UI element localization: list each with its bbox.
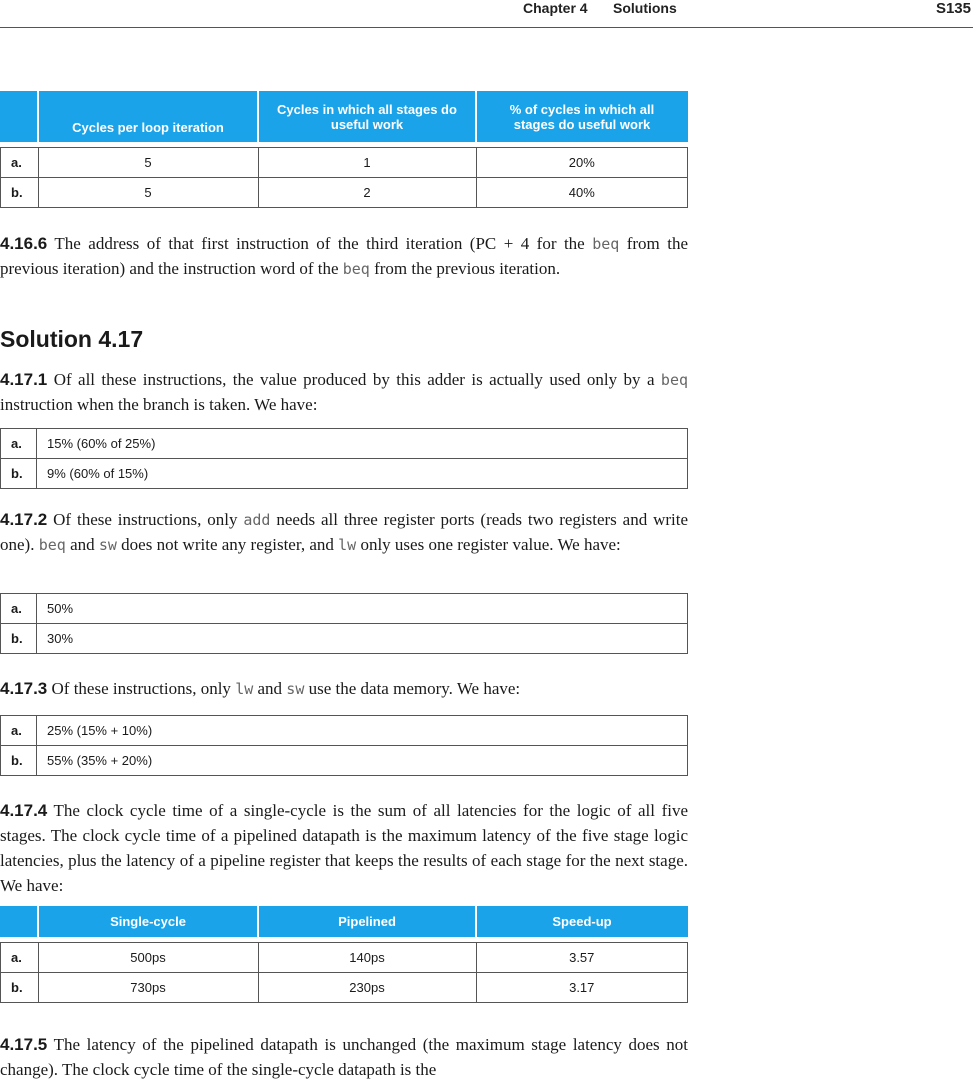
table-cell: 3.17 xyxy=(476,973,688,1003)
code: lw xyxy=(338,536,357,554)
table-cell: 15% (60% of 25%) xyxy=(37,429,688,459)
text: from the previous iteration) and the instruction word of the xyxy=(0,234,688,278)
solution-title: Solution 4.17 xyxy=(0,326,144,352)
table-cell: 9% (60% of 15%) xyxy=(37,459,688,489)
table-cell: 40% xyxy=(476,178,688,208)
table-cell: 500ps xyxy=(38,943,258,973)
row-label: a. xyxy=(1,716,37,746)
table-row xyxy=(1,716,688,746)
data-memory-table xyxy=(0,715,688,776)
row-label: a. xyxy=(1,429,37,459)
text: use the data memory. We have: xyxy=(308,679,521,698)
text: does not write any register, and xyxy=(121,535,334,554)
table-cell: 2 xyxy=(258,178,476,208)
table-header: Speed-up xyxy=(476,907,688,937)
table-header-blank xyxy=(1,92,39,142)
table-cell: 55% (35% + 20%) xyxy=(37,746,688,776)
table-cell: 230ps xyxy=(258,973,476,1003)
page-number: S135 xyxy=(935,0,971,17)
paragraph-4-16-6 xyxy=(0,231,688,281)
code: lw xyxy=(235,680,254,698)
code: beq xyxy=(592,235,620,253)
section-number: 4.17.3 xyxy=(0,679,48,698)
text: The address of that first instruction of the third iteration (PC + 4 for the xyxy=(54,234,585,253)
text: Of these instructions, only xyxy=(51,679,231,698)
section-label: Solutions xyxy=(613,0,677,16)
text: Of all these instructions, the value produced by this adder is actually used only by a xyxy=(53,370,655,389)
section-number: 4.16.6 xyxy=(0,234,48,253)
text: and xyxy=(257,679,283,698)
text: and xyxy=(70,535,95,554)
table-cell: 140ps xyxy=(258,943,476,973)
paragraph-4-17-1 xyxy=(0,367,688,417)
table-cell: 1 xyxy=(258,148,476,178)
table-row xyxy=(1,973,688,1003)
paragraph-4-17-4 xyxy=(0,798,688,898)
table-cell: 3.57 xyxy=(476,943,688,973)
row-label: b. xyxy=(1,624,37,654)
table-header: Cycles in which all stages do useful work xyxy=(258,92,476,142)
row-label: b. xyxy=(1,178,39,208)
table-cell: 30% xyxy=(37,624,688,654)
table-row xyxy=(1,178,688,208)
code: sw xyxy=(98,536,117,554)
table-row xyxy=(1,594,688,624)
table-header: Cycles per loop iteration xyxy=(38,92,258,142)
table-row xyxy=(1,459,688,489)
chapter-label: Chapter 4 xyxy=(523,0,588,16)
table-cell: 730ps xyxy=(38,973,258,1003)
code: sw xyxy=(286,680,305,698)
table-cell: 5 xyxy=(38,178,258,208)
paragraph-4-17-5 xyxy=(0,1032,688,1082)
table-row xyxy=(1,148,688,178)
table-header: Pipelined xyxy=(258,907,476,937)
table-row xyxy=(1,624,688,654)
table-header: % of cycles in which all stages do useful work xyxy=(476,92,688,142)
section-number: 4.17.2 xyxy=(0,510,48,529)
text: Of these instructions, only xyxy=(53,510,238,529)
row-label: b. xyxy=(1,459,37,489)
text: The clock cycle time of a single-cycle is the sum of all latencies for the logic of all five stages. The clock cycle time of a pipelined datapath is the maximum latency of the five stage logic latencies, plus the latency of a pipeline register that keeps the results of each stage for the next stage. We have: xyxy=(0,801,688,895)
table-cell: 5 xyxy=(38,148,258,178)
row-label: b. xyxy=(1,746,37,776)
page-header xyxy=(0,0,973,28)
adder-usage-table xyxy=(0,428,688,489)
row-label: b. xyxy=(1,973,39,1003)
code: beq xyxy=(38,536,66,554)
row-label: a. xyxy=(1,594,37,624)
text: only uses one register value. We have: xyxy=(360,535,621,554)
text: from the previous iteration. xyxy=(374,259,561,278)
table-header: Single-cycle xyxy=(38,907,258,937)
paragraph-4-17-2 xyxy=(0,507,688,557)
table-row xyxy=(1,746,688,776)
code: beq xyxy=(660,371,689,389)
table-row xyxy=(1,429,688,459)
table-row xyxy=(1,943,688,973)
text: The latency of the pipelined datapath is unchanged (the maximum stage latency does not change). The clock cycle time of the single-cycle datapath is the xyxy=(0,1035,688,1079)
table-cell: 50% xyxy=(37,594,688,624)
section-number: 4.17.5 xyxy=(0,1035,48,1054)
code: beq xyxy=(342,260,370,278)
section-number: 4.17.1 xyxy=(0,370,48,389)
speedup-table xyxy=(0,906,688,1003)
text: needs all three register ports (reads two registers and write one). xyxy=(0,510,689,554)
row-label: a. xyxy=(1,943,39,973)
table-cell: 25% (15% + 10%) xyxy=(37,716,688,746)
row-label: a. xyxy=(1,148,39,178)
code: add xyxy=(243,511,271,529)
text: instruction when the branch is taken. We have: xyxy=(0,395,318,414)
table-header-blank xyxy=(1,907,39,937)
section-number: 4.17.4 xyxy=(0,801,48,820)
paragraph-4-17-3 xyxy=(0,676,688,701)
register-ports-table xyxy=(0,593,688,654)
cycles-table xyxy=(0,91,688,208)
table-cell: 20% xyxy=(476,148,688,178)
